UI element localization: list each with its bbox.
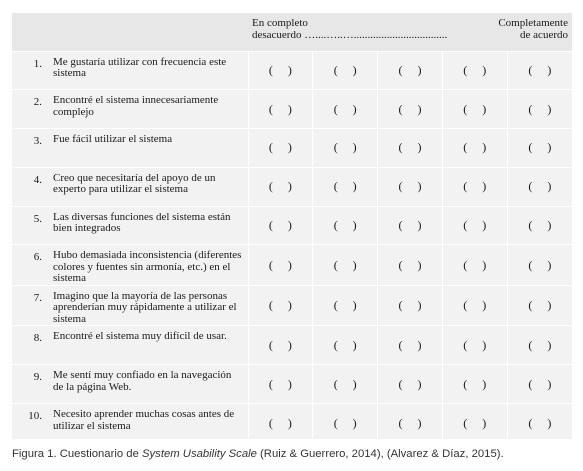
question-text: Creo que necesitaría del apoyo de un experto para utilizar el sistema <box>53 171 216 196</box>
scale-header <box>248 13 572 51</box>
question-row <box>12 206 572 245</box>
rating-option-3[interactable]: ( ) <box>378 129 443 168</box>
rating-option-5[interactable]: ( ) <box>507 51 572 90</box>
rating-option-3[interactable]: ( ) <box>378 365 443 404</box>
rating-option-4[interactable]: ( ) <box>442 167 507 206</box>
rating-option-1[interactable]: ( ) <box>248 326 313 365</box>
question-text: Encontré el sistema muy difícil de usar. <box>53 330 227 343</box>
rating-option-2[interactable]: ( ) <box>313 404 378 443</box>
rating-option-2[interactable]: ( ) <box>313 245 378 286</box>
question-number: 10. <box>28 410 42 423</box>
rating-option-2[interactable]: ( ) <box>313 365 378 404</box>
question-row <box>12 167 572 206</box>
rating-option-1[interactable]: ( ) <box>248 365 313 404</box>
scale-left-label: En completo <box>252 17 308 29</box>
rating-option-4[interactable]: ( ) <box>442 404 507 443</box>
rating-option-5[interactable]: ( ) <box>507 167 572 206</box>
scale-right-label: Completamente <box>498 17 568 29</box>
rating-option-3[interactable]: ( ) <box>378 285 443 326</box>
rating-option-3[interactable]: ( ) <box>378 51 443 90</box>
rating-option-5[interactable]: ( ) <box>507 285 572 326</box>
rating-option-1[interactable]: ( ) <box>248 167 313 206</box>
caption-italic: System Usability Scale <box>142 448 257 460</box>
rating-option-5[interactable]: ( ) <box>507 245 572 286</box>
rating-option-3[interactable]: ( ) <box>378 326 443 365</box>
caption-suffix: (Ruiz & Guerrero, 2014), (Alvarez & Díaz, 2015). <box>256 448 504 460</box>
rating-option-3[interactable]: ( ) <box>378 404 443 443</box>
question-text: Necesito aprender muchas cosas antes de utilizar el sistema <box>53 408 235 432</box>
scale-header-row <box>12 13 572 51</box>
question-number: 1. <box>33 57 42 70</box>
question-row <box>12 129 572 168</box>
questionnaire-table-container <box>12 13 572 439</box>
rating-option-4[interactable]: ( ) <box>442 129 507 168</box>
rating-option-4[interactable]: ( ) <box>442 51 507 90</box>
question-number: 3. <box>33 135 42 148</box>
sus-questionnaire-table <box>12 13 572 442</box>
question-number: 7. <box>33 291 42 304</box>
question-number: 9. <box>33 371 42 384</box>
question-text: Imagino que la mayoría de las personas aprenderían muy rápidamente a utilizar el sistema <box>53 289 237 325</box>
scale-dots: …....…..….................................. <box>304 29 448 41</box>
rating-option-2[interactable]: ( ) <box>313 167 378 206</box>
rating-option-5[interactable]: ( ) <box>507 129 572 168</box>
rating-option-4[interactable]: ( ) <box>442 326 507 365</box>
question-row <box>12 326 572 365</box>
rating-option-4[interactable]: ( ) <box>442 245 507 286</box>
question-text: Hubo demasiada inconsistencia (diferentes colores y fuentes sin armonía, etc.) en el sistema <box>53 249 242 285</box>
caption-prefix: Figura 1. Cuestionario de <box>12 448 142 460</box>
rating-option-2[interactable]: ( ) <box>313 326 378 365</box>
rating-option-4[interactable]: ( ) <box>442 90 507 129</box>
rating-option-3[interactable]: ( ) <box>378 90 443 129</box>
rating-option-1[interactable]: ( ) <box>248 285 313 326</box>
question-number: 6. <box>33 251 42 264</box>
question-text: Encontré el sistema innecesariamente complejo <box>53 94 219 118</box>
rating-option-5[interactable]: ( ) <box>507 206 572 245</box>
question-text: Me gustaría utilizar con frecuencia este sistema <box>53 55 227 79</box>
rating-option-4[interactable]: ( ) <box>442 285 507 326</box>
question-number: 5. <box>33 212 42 225</box>
question-row <box>12 90 572 129</box>
rating-option-2[interactable]: ( ) <box>313 129 378 168</box>
question-number: 2. <box>33 96 42 109</box>
rating-option-3[interactable]: ( ) <box>378 167 443 206</box>
rating-option-2[interactable]: ( ) <box>313 206 378 245</box>
rating-option-2[interactable]: ( ) <box>313 285 378 326</box>
question-text: Fue fácil utilizar el sistema <box>53 133 173 146</box>
question-row <box>12 404 572 443</box>
rating-option-4[interactable]: ( ) <box>442 206 507 245</box>
rating-option-5[interactable]: ( ) <box>507 326 572 365</box>
question-text: Las diversas funciones del sistema están bien integrados <box>53 210 231 235</box>
rating-option-3[interactable]: ( ) <box>378 245 443 286</box>
rating-option-3[interactable]: ( ) <box>378 206 443 245</box>
rating-option-1[interactable]: ( ) <box>248 245 313 286</box>
figure-caption <box>12 448 504 460</box>
scale-right-label-2: de acuerdo <box>520 29 568 41</box>
question-number: 8. <box>33 332 42 345</box>
rating-option-5[interactable]: ( ) <box>507 404 572 443</box>
rating-option-5[interactable]: ( ) <box>507 90 572 129</box>
rating-option-1[interactable]: ( ) <box>248 51 313 90</box>
question-rows <box>12 51 572 442</box>
scale-left-label-2: desacuerdo <box>252 29 302 41</box>
rating-option-5[interactable]: ( ) <box>507 365 572 404</box>
rating-option-1[interactable]: ( ) <box>248 206 313 245</box>
rating-option-1[interactable]: ( ) <box>248 90 313 129</box>
question-row <box>12 51 572 90</box>
rating-option-2[interactable]: ( ) <box>313 90 378 129</box>
rating-option-2[interactable]: ( ) <box>313 51 378 90</box>
rating-option-4[interactable]: ( ) <box>442 365 507 404</box>
rating-option-1[interactable]: ( ) <box>248 404 313 443</box>
question-row <box>12 365 572 404</box>
rating-option-1[interactable]: ( ) <box>248 129 313 168</box>
question-row <box>12 285 572 326</box>
question-row <box>12 245 572 286</box>
question-number: 4. <box>33 173 42 186</box>
question-text: Me sentí muy confiado en la navegación de la página Web. <box>53 369 232 393</box>
